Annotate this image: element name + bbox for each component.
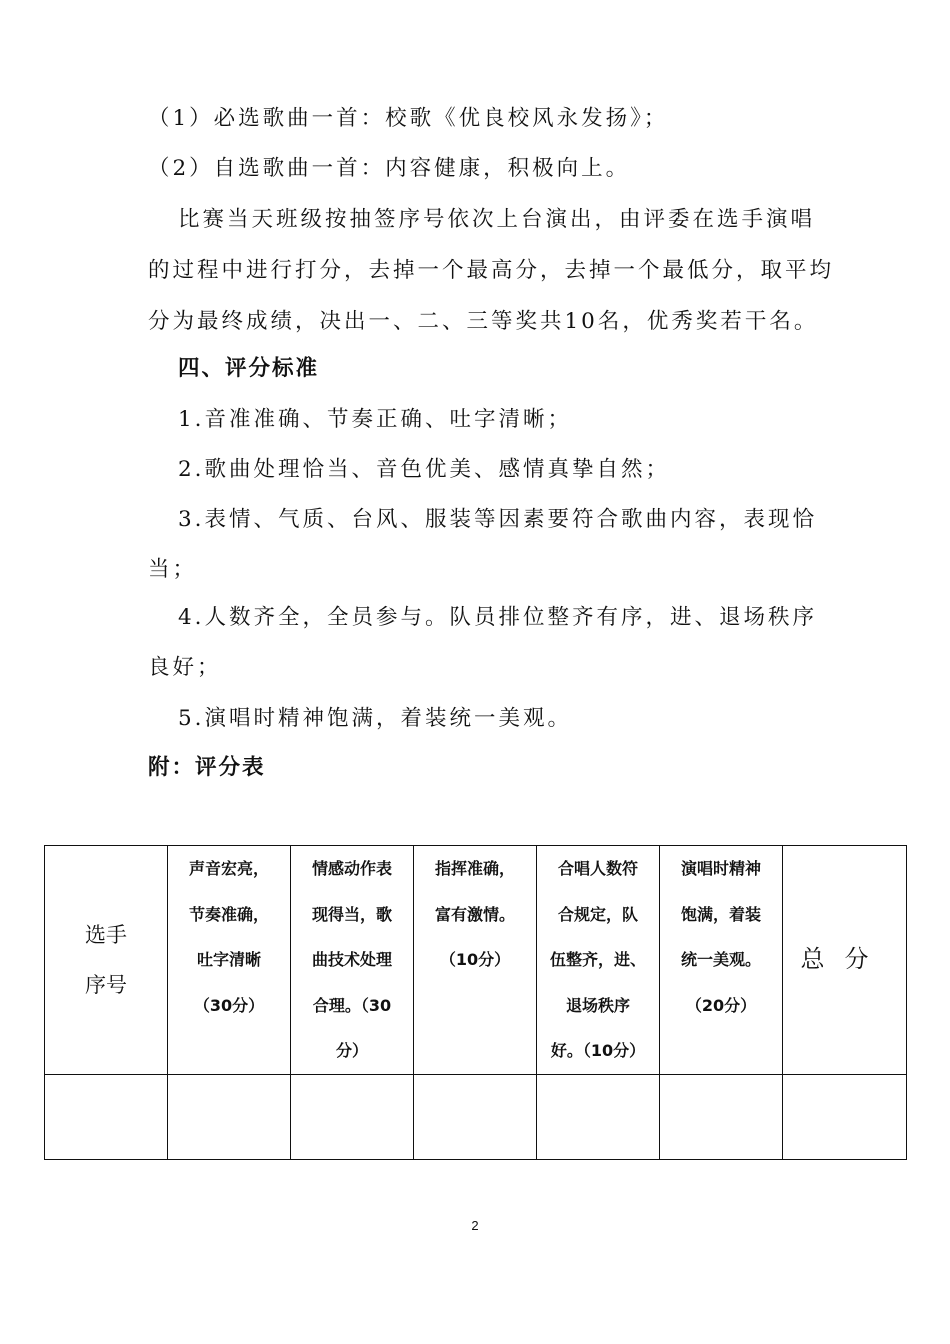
paragraph-competition-line-1: 比赛当天班级按抽签序号依次上台演出，由评委在选手演唱 — [178, 207, 816, 232]
header-emotion-technique: 情感动作表 现得当，歌 曲技术处理 合理。（30 分） — [291, 846, 414, 1075]
criterion-3-line-2: 当； — [148, 557, 198, 582]
criterion-1: 1.音准准确、节奏正确、吐字清晰； — [178, 407, 573, 432]
header-conducting: 指挥准确， 富有激情。 （10分） — [414, 846, 537, 1075]
page-number: 2 — [471, 1218, 479, 1233]
header-voice-rhythm: 声音宏亮， 节奏准确， 吐字清晰 （30分） — [168, 846, 291, 1075]
table-cell[interactable] — [783, 1074, 907, 1159]
header-total-score: 总分 — [783, 846, 907, 1075]
paragraph-competition-line-3: 分为最终成绩，决出一、二、三等奖共10名，优秀奖若干名。 — [148, 309, 819, 334]
criterion-3-line-1: 3.表情、气质、台风、服装等因素要符合歌曲内容，表现恰 — [178, 507, 818, 532]
appendix-heading: 附：评分表 — [148, 755, 266, 780]
paragraph-optional-song: （2）自选歌曲一首：内容健康，积极向上。 — [148, 156, 631, 181]
table-row — [45, 1074, 907, 1159]
criterion-5: 5.演唱时精神饱满，着装统一美观。 — [178, 706, 573, 731]
table-cell[interactable] — [291, 1074, 414, 1159]
scoring-table — [44, 845, 907, 1160]
table-header-row — [45, 846, 907, 1075]
paragraph-competition-line-2: 的过程中进行打分，去掉一个最高分，去掉一个最低分，取平均 — [148, 258, 835, 283]
section-heading-scoring-criteria: 四、评分标准 — [178, 356, 320, 381]
header-contestant-number: 选手 序号 — [45, 846, 168, 1075]
table-cell[interactable] — [45, 1074, 168, 1159]
criterion-4-line-1: 4.人数齐全，全员参与。队员排位整齐有序，进、退场秩序 — [178, 605, 818, 630]
header-spirit-attire: 演唱时精神 饱满，着装 统一美观。 （20分） — [660, 846, 783, 1075]
header-chorus-formation: 合唱人数符 合规定，队 伍整齐，进、 退场秩序 好。（10分） — [537, 846, 660, 1075]
table-cell[interactable] — [537, 1074, 660, 1159]
paragraph-required-song: （1）必选歌曲一首：校歌《优良校风永发扬》； — [148, 106, 669, 131]
table-cell[interactable] — [660, 1074, 783, 1159]
criterion-4-line-2: 良好； — [148, 655, 222, 680]
criterion-2: 2.歌曲处理恰当、音色优美、感情真挚自然； — [178, 457, 671, 482]
table-cell[interactable] — [168, 1074, 291, 1159]
table-cell[interactable] — [414, 1074, 537, 1159]
